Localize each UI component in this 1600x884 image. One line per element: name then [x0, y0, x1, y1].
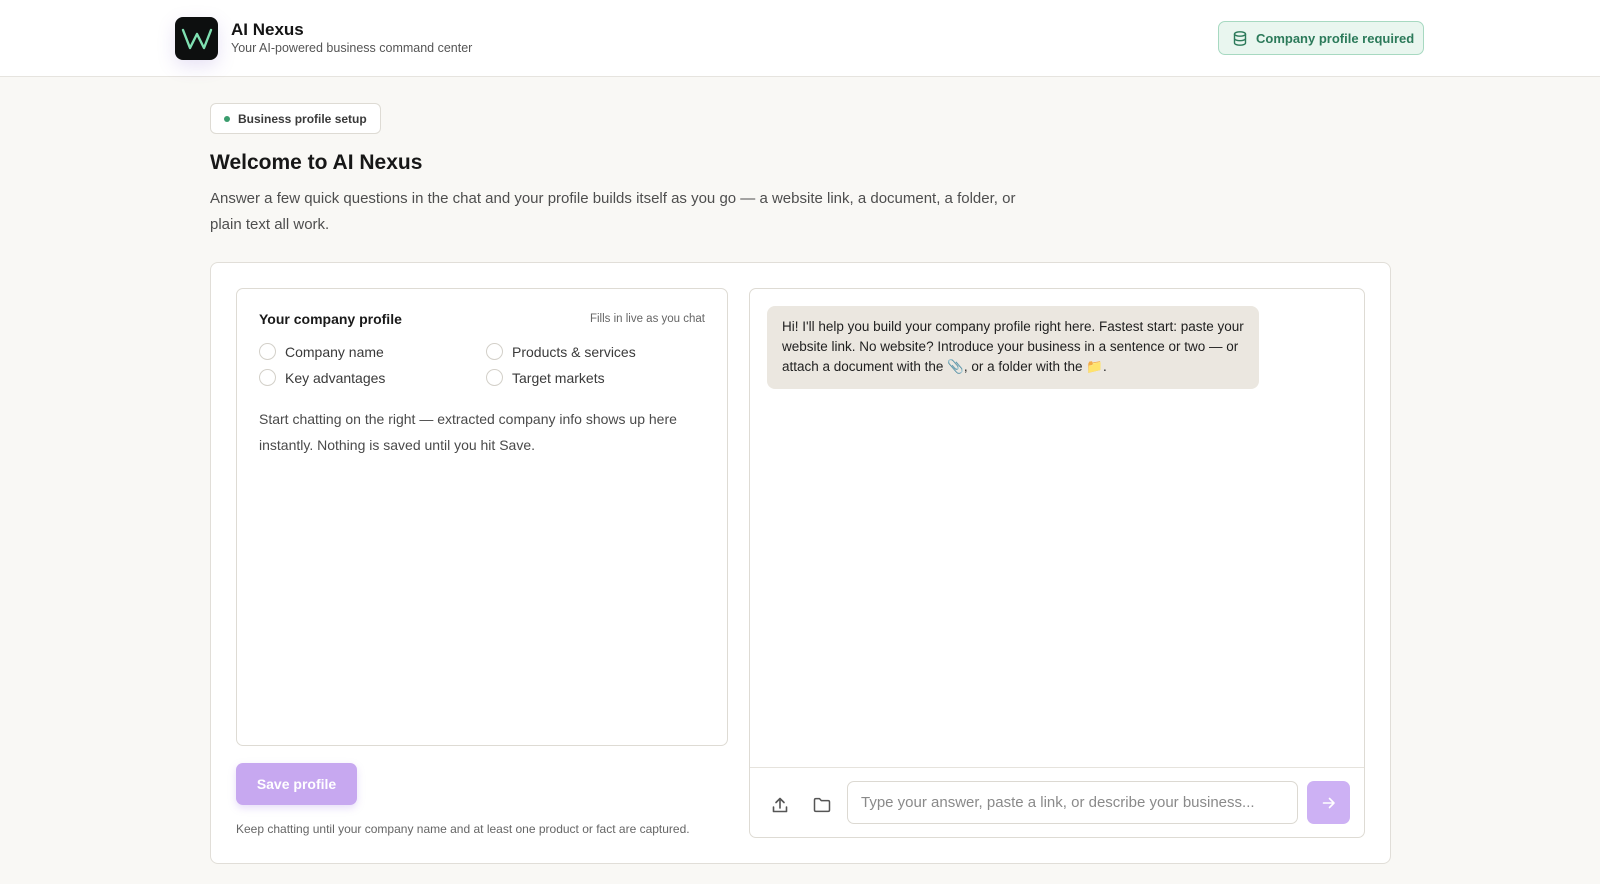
chat-panel — [749, 288, 1365, 838]
status-dot-icon — [224, 116, 230, 122]
field-label: Target markets — [512, 369, 605, 386]
empty-circle-icon — [486, 343, 503, 360]
field-label: Products & services — [512, 343, 636, 360]
top-bar — [0, 0, 1600, 77]
empty-circle-icon — [259, 369, 276, 386]
app-title: AI Nexus — [231, 20, 304, 39]
send-button[interactable] — [1307, 781, 1350, 824]
save-note: Keep chatting until your company name and at least one product or fact are captured. — [236, 822, 690, 836]
profile-title: Your company profile — [259, 311, 402, 327]
status-badge-label: Company profile required — [1256, 30, 1415, 46]
profile-empty-state: Start chatting on the right — extracted company info shows up here instantly. Nothing is saved until you hit Save. — [259, 411, 677, 453]
setup-chip-label: Business profile setup — [238, 111, 367, 126]
page-title: Welcome to AI Nexus — [210, 151, 423, 174]
database-icon — [1233, 31, 1247, 46]
field-label: Key advantages — [285, 369, 386, 386]
chat-composer — [750, 767, 1364, 837]
save-profile-button[interactable]: Save profile — [236, 763, 357, 805]
upload-icon[interactable] — [769, 794, 791, 816]
field-label: Company name — [285, 343, 384, 360]
wave-logo-icon[interactable] — [175, 17, 218, 60]
assistant-message: Hi! I'll help you build your company profile right here. Fastest start: paste your website link. No website? Introduce your business in a sentence or two — or attach a document with the 📎, or a folder with the 📁. — [767, 306, 1259, 389]
field-target-markets — [486, 369, 605, 386]
company-profile-panel — [236, 288, 728, 746]
arrow-right-icon — [1322, 797, 1336, 809]
folder-icon[interactable] — [811, 794, 833, 816]
empty-circle-icon — [486, 369, 503, 386]
chat-input[interactable] — [847, 781, 1298, 824]
setup-chip — [210, 103, 381, 134]
app-subtitle: Your AI-powered business command center — [231, 41, 473, 55]
empty-circle-icon — [259, 343, 276, 360]
profile-hint: Fills in live as you chat — [589, 313, 705, 325]
field-key-advantages — [259, 369, 385, 386]
field-products-services — [486, 343, 636, 360]
status-badge[interactable] — [1218, 21, 1424, 55]
field-company-name — [259, 343, 384, 360]
page-description: Answer a few quick questions in the chat and your profile builds itself as you go — a website link, a document, a folder, or plain text all work. — [210, 190, 1016, 233]
